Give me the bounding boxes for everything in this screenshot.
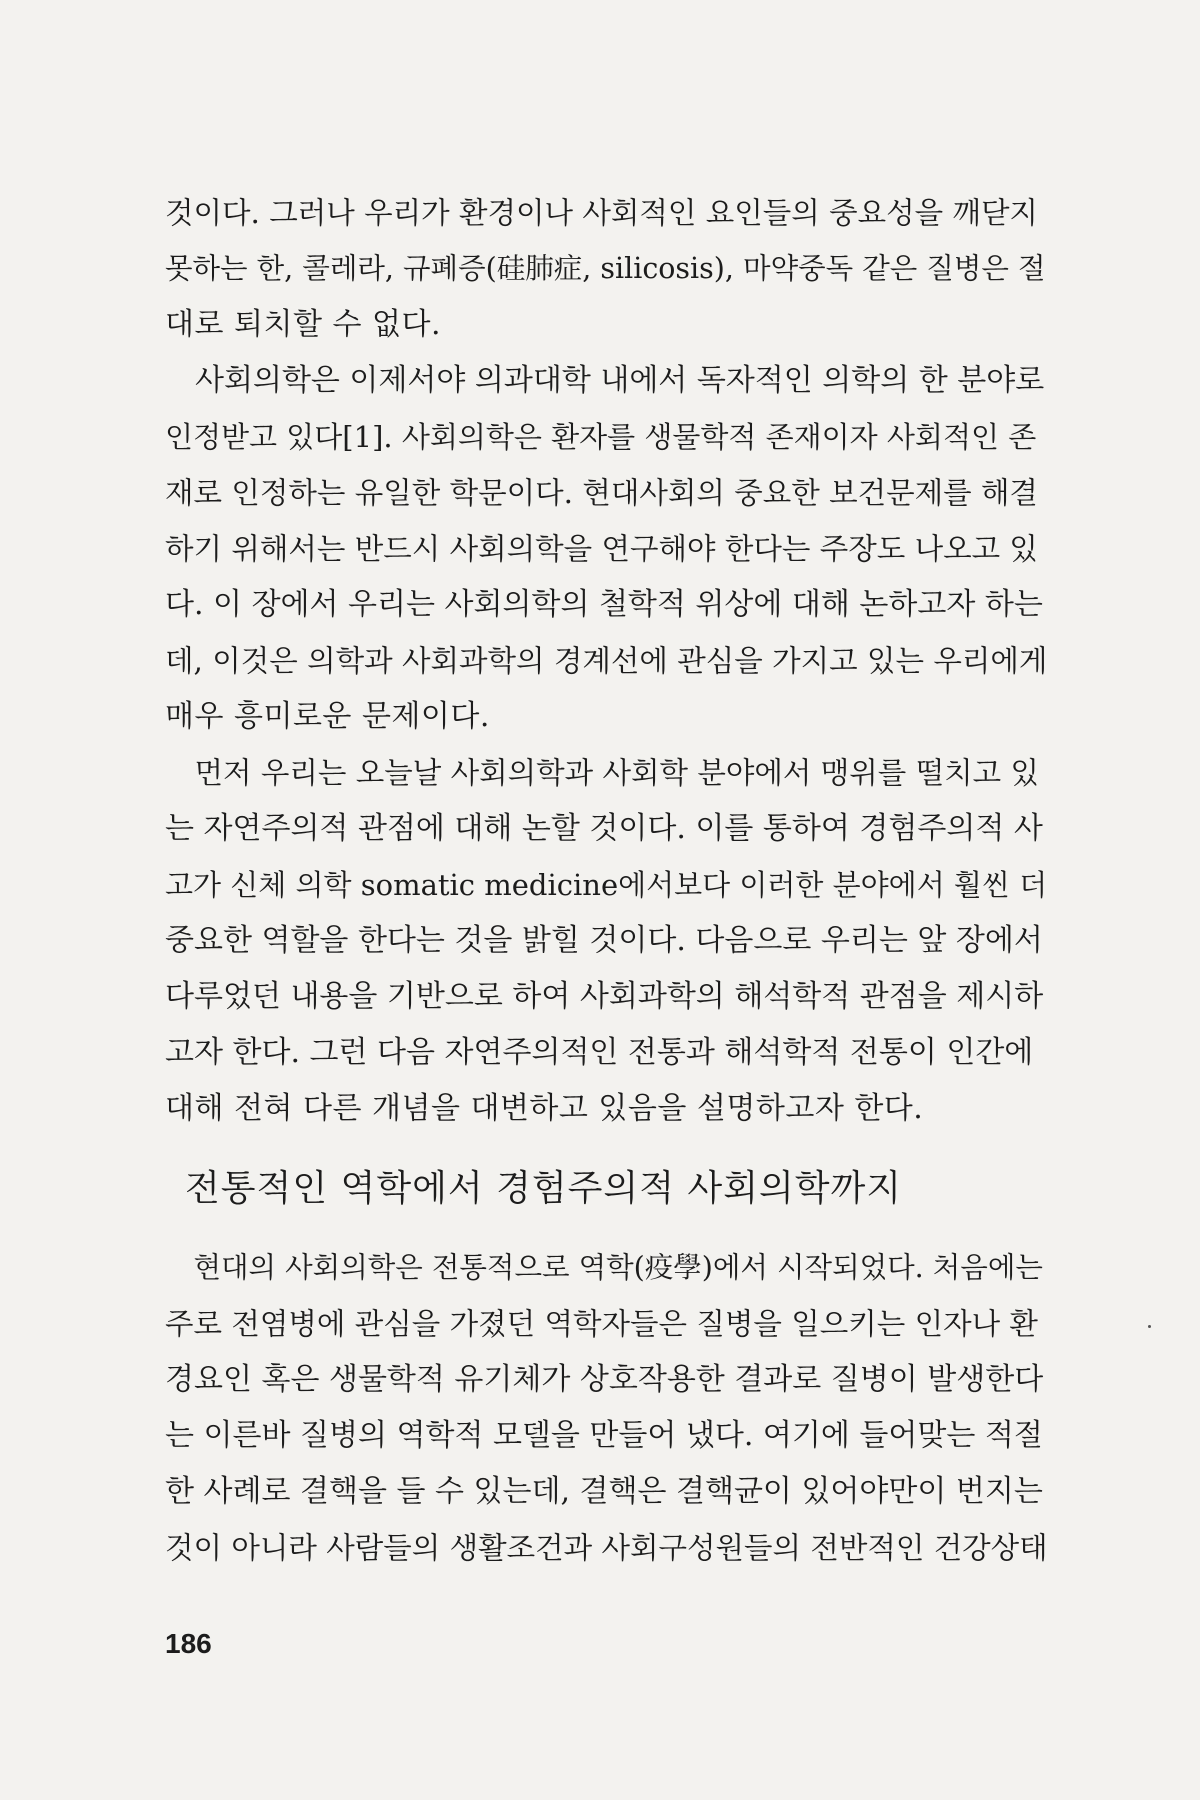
text-line: 한 사례로 결핵을 들 수 있는데, 결핵은 결핵균이 있어야만이 번지는 bbox=[165, 1474, 1043, 1509]
text-line: 현대의 사회의학은 전통적으로 역학(疫學)에서 시작되었다. 처음에는 bbox=[165, 1251, 1043, 1284]
text-line: 대로 퇴치할 수 없다. bbox=[165, 307, 441, 342]
text-line: 중요한 역할을 한다는 것을 밝힐 것이다. 다음으로 우리는 앞 장에서 bbox=[165, 923, 1043, 958]
page-number: 186 bbox=[165, 1628, 212, 1659]
text-line: 것이다. 그러나 우리가 환경이나 사회적인 요인들의 중요성을 깨닫지 bbox=[165, 196, 1038, 230]
text-line: 다. 이 장에서 우리는 사회의학의 철학적 위상에 대해 논하고자 하는 bbox=[165, 587, 1043, 622]
text-line: 다루었던 내용을 기반으로 하여 사회과학의 해석학적 관점을 제시하 bbox=[165, 979, 1044, 1014]
text-line: 주로 전염병에 관심을 가졌던 역학자들은 질병을 일으키는 인자나 환 bbox=[165, 1307, 1038, 1341]
text-line: 못하는 한, 콜레라, 규폐증(硅肺症, silicosis), 마약중독 같은 질병은 절 bbox=[165, 252, 1046, 285]
text-line: 경요인 혹은 생물학적 유기체가 상호작용한 결과로 질병이 발생한다 bbox=[165, 1362, 1044, 1397]
text-line: 대해 전혀 다른 개념을 대변하고 있음을 설명하고자 한다. bbox=[165, 1091, 924, 1126]
text-line: 는 자연주의적 관점에 대해 논할 것이다. 이를 통하여 경험주의적 사 bbox=[165, 811, 1043, 846]
text-line: 매우 흥미로운 문제이다. bbox=[165, 699, 490, 734]
text-line: 하기 위해서는 반드시 사회의학을 연구해야 한다는 주장도 나오고 있 bbox=[165, 532, 1038, 566]
body-text-section-1 bbox=[165, 185, 1050, 1137]
text-line: 데, 이것은 의학과 사회과학의 경계선에 관심을 가지고 있는 우리에게 bbox=[165, 644, 1048, 678]
section-heading: 전통적인 역학에서 경험주의적 사회의학까지 bbox=[185, 1168, 903, 1209]
body-text-section-2 bbox=[165, 1240, 1050, 1576]
text-line: 것이 아니라 사람들의 생활조건과 사회구성원들의 전반적인 건강상태 bbox=[165, 1531, 1048, 1565]
speck-mark bbox=[1148, 1325, 1151, 1328]
text-line: 인정받고 있다[1]. 사회의학은 환자를 생물학적 존재이자 사회적인 존 bbox=[165, 420, 1037, 454]
text-line: 고가 신체 의학 somatic medicine에서보다 이러한 분야에서 훨씬 더 bbox=[165, 868, 1048, 902]
text-line: 먼저 우리는 오늘날 사회의학과 사회학 분야에서 맹위를 떨치고 있 bbox=[165, 756, 1039, 790]
text-line: 고자 한다. 그런 다음 자연주의적인 전통과 해석학적 전통이 인간에 bbox=[165, 1035, 1034, 1070]
text-line: 사회의학은 이제서야 의과대학 내에서 독자적인 의학의 한 분야로 bbox=[165, 363, 1045, 398]
text-line: 는 이른바 질병의 역학적 모델을 만들어 냈다. 여기에 들어맞는 적절 bbox=[165, 1418, 1043, 1453]
text-line: 재로 인정하는 유일한 학문이다. 현대사회의 중요한 보건문제를 해결 bbox=[165, 476, 1038, 510]
